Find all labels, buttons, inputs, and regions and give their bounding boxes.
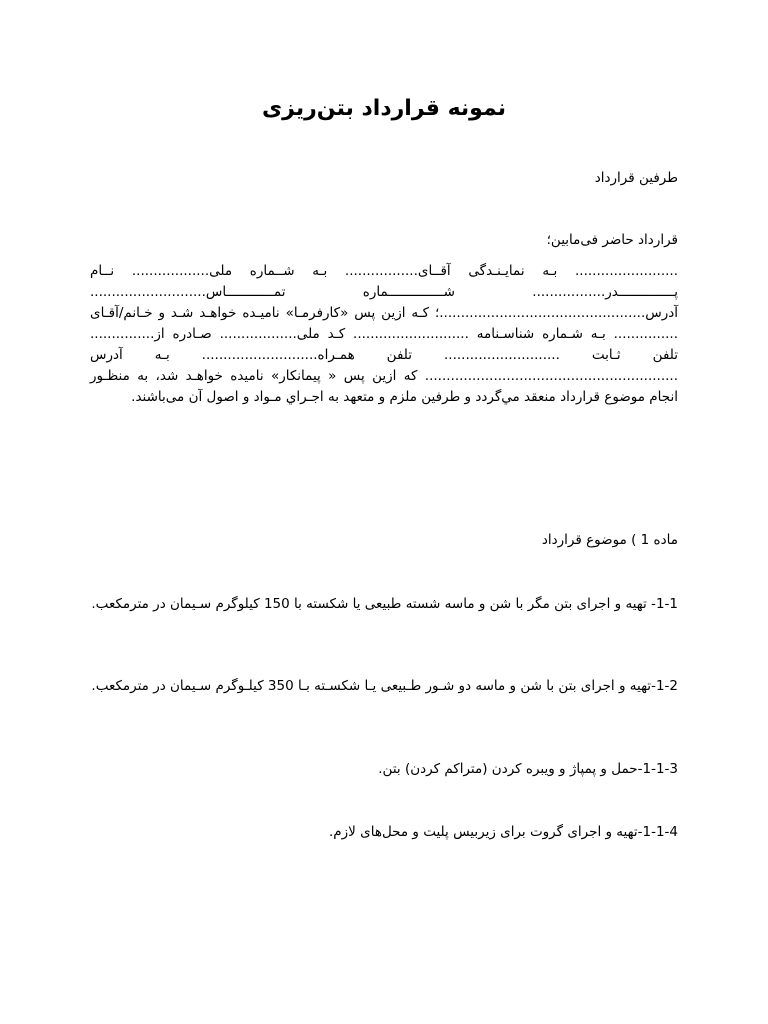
article-1-heading: ماده 1 ) موضوع قرارداد	[541, 532, 678, 548]
clause-1-1: 1-1- تهیه و اجرای بتن مگر با شن و ماسه شسته طبیعی یا شکسته با 150 کیلوگرم سـیمان در مترمکعب.	[91, 596, 678, 612]
clause-1-1-4: 1-1-4-تهیه و اجرای گروت برای زیربیس پلیت و محل‌های لازم.	[329, 824, 678, 840]
parties-paragraph: ........................ بـه نمایـنـدگی آقــای................. بـه شــماره ملی.................. نــام پــــــــــــــدر................. شــــــــــــــماره تمــــــــــــاس........................... آدرس................................................؛ کـه ازین پس «کارفرمـا» نامیـده خواهـد شـد و خـانم/آقـای ............... بـه شـماره شناسـنامه ........................... کـد ملی.................. صـادره از............... تلفن ثـابت ........................... تلفن همـراه........................... بـه آدرس ........................................................... که ازین پس « پیمانکار» نامیده خواهـد شد، به منظـور انجام موضوع قرارداد منعقد مي‌گردد و طرفین ملزم و متعهد به اجـراي مـواد و اصول آن می‌باشند.	[90, 263, 678, 405]
clause-1-1-3: 1-1-3-حمل و پمپاژ و ویبره کردن (متراکم کردن) بتن.	[378, 761, 678, 777]
parties-heading: طرفین قرارداد	[594, 170, 678, 186]
clause-1-2: 1-2-تهیه و اجرای بتن با شن و ماسه دو شـور طـبیعی یـا شکسـته بـا 350 کیلـوگرم سـیمان در مترمکعب.	[91, 678, 678, 694]
intro-line: قرارداد حاضر فی‌مابین؛	[546, 232, 678, 248]
document-title: نمونه قرارداد بتن‌ریزی	[262, 96, 506, 121]
document-page	[90, 0, 678, 1024]
